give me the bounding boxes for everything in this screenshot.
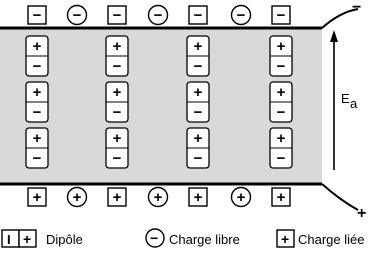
legend-bound-charge-symbol: + (281, 231, 290, 247)
dipole-plus: + (193, 130, 203, 147)
dipole-minus: − (32, 58, 42, 75)
dipole-minus: − (112, 150, 122, 167)
bottom-charge-symbol: + (32, 189, 42, 206)
dipole-plus: + (193, 38, 203, 55)
field-arrow-head (330, 30, 338, 42)
bottom-charge-symbol: + (236, 189, 246, 206)
legend (2, 229, 365, 247)
bottom-charge-symbol: + (72, 189, 82, 206)
dipole-plus: + (276, 130, 286, 147)
legend-free-charge-label: Charge libre (169, 232, 240, 247)
dipole-minus: − (112, 104, 122, 121)
dipole-minus: − (276, 150, 286, 167)
legend-dipole-label: Dipôle (46, 232, 83, 247)
bottom-charge-symbol: + (112, 189, 122, 206)
top-charge-symbol: − (153, 7, 163, 24)
field-subscript: a (350, 96, 358, 111)
bottom-charge-symbol: + (193, 189, 203, 206)
top-charge-symbol: − (276, 7, 286, 24)
top-charge-symbol: − (236, 7, 246, 24)
legend-dipole-symbol-right: + (23, 231, 32, 247)
top-terminal-minus: − (352, 0, 362, 16)
bound-and-free-charges-bottom-row (28, 188, 290, 207)
bottom-terminal-plus: + (357, 205, 367, 222)
dipole-minus: − (32, 104, 42, 121)
dipole-minus: − (112, 58, 122, 75)
legend-free-charge-symbol: − (150, 230, 159, 246)
top-charge-symbol: − (112, 7, 122, 24)
dipole-plus: + (32, 130, 42, 147)
dipole-plus: + (112, 84, 122, 101)
dipole-plus: + (276, 38, 286, 55)
dipole-plus: + (112, 130, 122, 147)
dipole-plus: + (276, 84, 286, 101)
legend-bound-charge-label: Charge liée (298, 232, 365, 247)
field-label: E (341, 91, 350, 106)
dipole-minus: − (276, 104, 286, 121)
bottom-charge-symbol: + (276, 189, 286, 206)
dipole-minus: − (276, 58, 286, 75)
dipole-minus: − (193, 104, 203, 121)
dipole-plus: + (32, 84, 42, 101)
dipole-plus: + (112, 38, 122, 55)
dipole-minus: − (32, 150, 42, 167)
dipole-minus: − (193, 58, 203, 75)
dipole-minus: − (193, 150, 203, 167)
free-charges-top-row (28, 6, 290, 25)
top-charge-symbol: − (72, 7, 82, 24)
dipole-plus: + (32, 38, 42, 55)
legend-dipole-symbol-left: I (7, 232, 11, 247)
dipole-plus: + (193, 84, 203, 101)
bottom-charge-symbol: + (153, 189, 163, 206)
top-charge-symbol: − (32, 7, 42, 24)
top-charge-symbol: − (193, 7, 203, 24)
